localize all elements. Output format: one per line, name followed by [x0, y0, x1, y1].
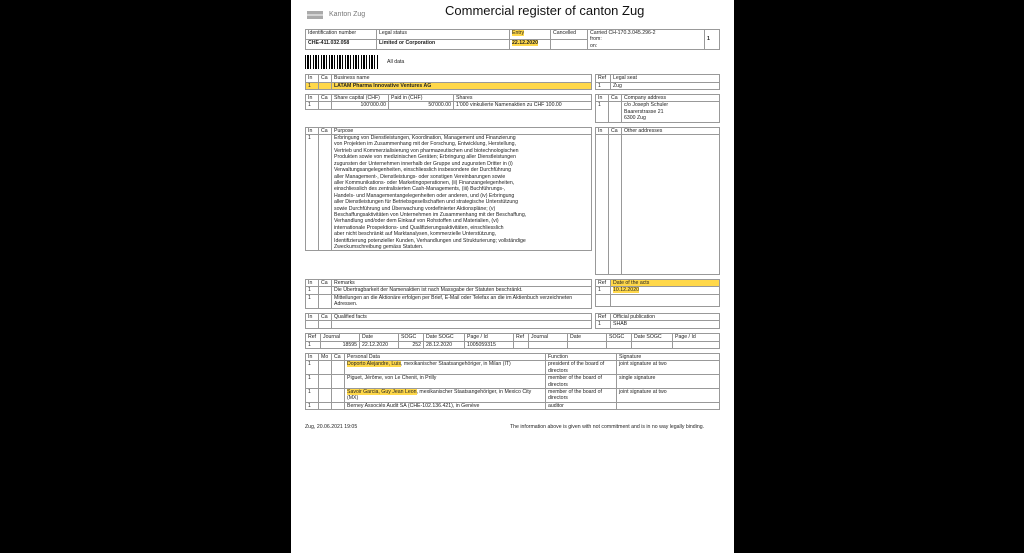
col-in: In: [596, 95, 609, 102]
col-ref: Ref: [596, 75, 611, 82]
col-page-id: Page / Id: [673, 334, 720, 341]
page-id: 1005059315: [465, 341, 514, 348]
col-ca: Ca: [319, 95, 332, 102]
col-page-id: Page / Id: [465, 334, 514, 341]
legal-seat-table: [595, 74, 720, 90]
carried-cell: [588, 30, 705, 50]
col-in: In: [306, 313, 319, 320]
remark-text: Die Übertragbarkeit der Namenaktien ist nach Massgabe der Statuten beschränkt.: [332, 287, 592, 294]
official-publication-table: [595, 313, 720, 329]
purpose-in: 1: [306, 135, 319, 251]
share-capital: 100'000.00: [332, 102, 389, 109]
col-date-sogc: Date SOGC: [424, 334, 465, 341]
person-signature: [617, 402, 720, 409]
legal-status-label: Legal status: [377, 30, 510, 40]
legal-seat: Zug: [611, 82, 720, 89]
col-purpose: Purpose: [332, 127, 592, 134]
person-signature: joint signature at two: [617, 388, 720, 402]
entry-date: 22.12.2020: [512, 40, 538, 47]
carried-label: Carried CH-170.3.045.296-2: [590, 30, 656, 36]
purpose-text: Erbringung von Dienstleistungen, Koordination, Management und Finanzierung von Projekten im Zusammenhang mit der Forschung, Entwicklung, Herstellung, Vertrieb und Kommerzialisierung von pharmazeutischen und biotechnologischen Produkten sowie von medizinischen Geräten; Erbringung aller Dienstleistungen zugunsten der Unternehmen innerhalb der Gruppe und zugunsten Dritter in (i) Verwaltungsangelegenheiten, einschliesslich insbesondere der Durchführung aller Management-, Dienstleistungs- oder sonstigen Vereinbarungen sowie aller Kommunikations- oder Marketingoperationen, (ii) Finanzangelegenheiten, einschliesslich des zentralisierten Cash-Managements, (iii) Buchführungs-, Handels- und Managementangelegenheiten oder anderen, und (iv) Erbringung aller Dienstleistungen für Betriebsgesellschaften und strategische Unterstützung sowie Durchführung und Überwachung vordefinierter Aktionspläne; (v) Beschaffungsaktivitäten von Unternehmen im Zusammenhang mit der Beschaffung, Verhandlung und/oder dem Einkauf von Rohstoffen und Materialien, (vi) internationale Prospektions- und Qualifizierungsaktivitäten, einschliesslich aber nicht beschränkt auf Marktanalysen, kommerzielle Unterstützung, Identifizierung potenzieller Kunden, Verhandlungen und Strukturierung; vollständige Zweckumschreibung gemäss Statuten.: [332, 135, 592, 251]
remarks-table: [305, 279, 592, 309]
business-name-table: [305, 74, 592, 90]
sogc-number: 252: [399, 341, 424, 348]
date-of-acts: 10.12.2020: [613, 287, 639, 294]
sogc-date: 28.12.2020: [424, 341, 465, 348]
canton-logo: [307, 11, 365, 19]
acts-ref: 1: [596, 287, 611, 294]
seat-ref: 1: [596, 82, 611, 89]
business-name: LATAM Pharma Innovative Ventures AG: [332, 82, 592, 89]
col-qualified-facts: Qualified facts: [332, 313, 592, 320]
page-number: 1: [705, 30, 720, 50]
company-address: [622, 102, 720, 122]
col-shares: Shares: [454, 95, 592, 102]
col-function: Function: [546, 353, 617, 360]
col-ref: Ref: [596, 280, 611, 287]
barcode-label: All data: [387, 59, 405, 66]
col-journal: Journal: [529, 334, 568, 341]
footer-disclaimer: The information above is given with not commitment and is in no way legally binding.: [510, 424, 705, 431]
person-name: Doporto Alejandre, Luis: [347, 361, 401, 368]
persons-table: [305, 353, 720, 410]
entry-label: Entry: [512, 30, 525, 36]
col-ca: Ca: [319, 75, 332, 82]
paid-in: 50'000.00: [389, 102, 454, 109]
col-mo: Mo: [319, 353, 332, 360]
col-other-addresses: Other addresses: [622, 127, 720, 134]
col-in: In: [306, 353, 319, 360]
col-date: Date: [568, 334, 607, 341]
canton-name: Kanton Zug: [329, 10, 366, 18]
capital-table: [305, 94, 592, 110]
business-in: 1: [306, 82, 319, 89]
col-date-sogc: Date SOGC: [632, 334, 673, 341]
date-of-acts-table: [595, 279, 720, 307]
personal-data: [345, 388, 546, 402]
col-signature: Signature: [617, 353, 720, 360]
col-in: In: [596, 127, 609, 134]
person-details: , mexikanischer Staatsangehöriger, in Milan (IT): [400, 361, 511, 368]
col-journal: Journal: [321, 334, 360, 341]
barcode: [305, 55, 379, 69]
person-in: 1: [306, 375, 319, 389]
footer-timestamp: Zug, 20.06.2021 19:05: [305, 424, 358, 431]
person-in: 1: [306, 388, 319, 402]
legal-status-value: Limited or Corporation: [377, 40, 510, 50]
canton-flag-icon: [307, 11, 323, 19]
barcode-row: [305, 54, 720, 70]
col-sogc: SOGC: [607, 334, 632, 341]
journal-table: [305, 333, 720, 349]
journal-date: 22.12.2020: [360, 341, 399, 348]
col-in: In: [306, 95, 319, 102]
col-ca: Ca: [609, 127, 622, 134]
col-in: In: [306, 127, 319, 134]
person-signature: single signature: [617, 375, 720, 389]
identification-label: Identification number: [306, 30, 377, 40]
capital-section: [305, 94, 720, 123]
col-paid-in: Paid in (CHF): [389, 95, 454, 102]
shares: 1'000 vinkulierte Namenaktien zu CHF 100.00: [454, 102, 592, 109]
address-line: 6300 Zug: [624, 115, 646, 122]
page-footer: [305, 424, 720, 430]
col-ca: Ca: [332, 353, 345, 360]
col-personal-data: Personal Data: [345, 353, 546, 360]
purpose-section: [305, 127, 720, 275]
purpose-table: [305, 127, 592, 252]
col-remarks: Remarks: [332, 280, 592, 287]
person-function: member of the board of directors: [546, 375, 617, 389]
col-sogc: SOGC: [399, 334, 424, 341]
company-address-table: [595, 94, 720, 123]
personal-data: [345, 375, 546, 389]
page-title: Commercial register of canton Zug: [445, 3, 645, 18]
other-addresses-table: [595, 127, 720, 275]
person-function: member of the board of directors: [546, 388, 617, 402]
col-business-name: Business name: [332, 75, 592, 82]
id-table: [305, 29, 720, 50]
person-in: 1: [306, 402, 319, 409]
business-section: [305, 74, 720, 90]
journal-ref: 1: [306, 341, 321, 348]
col-in: In: [306, 75, 319, 82]
col-ref: Ref: [306, 334, 321, 341]
col-ca: Ca: [319, 127, 332, 134]
table-row: [306, 375, 720, 389]
remarks-section: [305, 279, 720, 309]
qualified-section: [305, 313, 720, 329]
person-name: Savoir Garcia, Guy Jean Leon: [347, 388, 417, 395]
identification-value: CHE-411.032.058: [306, 40, 377, 50]
on-label: on:: [590, 42, 598, 49]
col-ref: Ref: [596, 313, 611, 320]
cancelled-label: Cancelled: [551, 30, 588, 40]
from-label: from:: [590, 36, 602, 43]
person-details: Piguet, Jérôme, von Le Chenit, in Prilly: [347, 375, 437, 382]
remark-in: 1: [306, 294, 319, 308]
person-details: , mexikanischer Staatsangehöriger, in Mexico City (MX): [347, 388, 532, 402]
person-in: 1: [306, 361, 319, 375]
col-company-address: Company address: [622, 95, 720, 102]
journal-number: 18595: [321, 341, 360, 348]
col-date-of-acts: Date of the acts: [611, 280, 720, 287]
col-ca: Ca: [319, 313, 332, 320]
official-publication: SHAB: [611, 321, 720, 328]
address-line: Baarerstrasse 21: [624, 108, 664, 115]
col-ca: Ca: [319, 280, 332, 287]
table-row: [306, 361, 720, 375]
remark-in: 1: [306, 287, 319, 294]
col-ref: Ref: [514, 334, 529, 341]
person-function: auditor: [546, 402, 617, 409]
personal-data: [345, 361, 546, 375]
address-in: 1: [596, 102, 609, 122]
table-row: [306, 388, 720, 402]
personal-data: [345, 402, 546, 409]
register-page: [291, 0, 734, 553]
col-official-publication: Official publication: [611, 313, 720, 320]
col-date: Date: [360, 334, 399, 341]
pub-ref: 1: [596, 321, 611, 328]
col-ca: Ca: [609, 95, 622, 102]
col-share-capital: Share capital (CHF): [332, 95, 389, 102]
page-header: [305, 3, 720, 26]
person-function: president of the board of directors: [546, 361, 617, 375]
col-legal-seat: Legal seat: [611, 75, 720, 82]
remark-text: Mitteilungen an die Aktionäre erfolgen per Brief, E-Mail oder Telefax an die im Aktienbuch verzeichneten Adressen.: [332, 294, 592, 308]
qualified-facts-table: [305, 313, 592, 329]
person-details: Berney Associés Audit SA (CHE-102.136.421), in Genève: [347, 402, 480, 409]
person-signature: joint signature at two: [617, 361, 720, 375]
table-row: [306, 402, 720, 409]
address-line: c/o Joseph Schuler: [624, 102, 669, 109]
capital-in: 1: [306, 102, 319, 109]
col-in: In: [306, 280, 319, 287]
